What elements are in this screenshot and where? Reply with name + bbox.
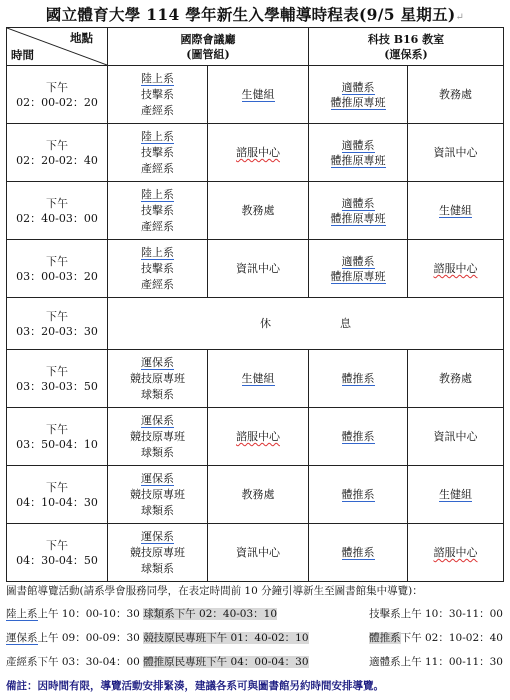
library-dept: 技擊系 <box>369 608 401 620</box>
dept-name: 競技原專班 <box>130 371 185 385</box>
dept-cell-2 <box>309 124 408 182</box>
venue1-name: 國際會議廳 <box>180 32 236 46</box>
dept-name: 陸上系 <box>141 71 174 85</box>
dept-name: 技擊系 <box>141 203 174 217</box>
unit-cell <box>208 66 309 124</box>
schedule-table <box>6 27 504 582</box>
time-cell <box>7 408 108 466</box>
unit-name: 資訊中心 <box>433 430 478 443</box>
library-intro: 圖書館導覽活動(請系學會服務同學，在表定時間前 10 分鐘引導新生至圖書館集中導覽)： <box>6 585 423 597</box>
dept-name: 體推系 <box>341 488 375 501</box>
dept-cell-2 <box>309 66 408 124</box>
dept-cell-2 <box>309 182 408 240</box>
time-range: 04：30-04：50 <box>16 553 98 567</box>
time-range: 03：50-04：10 <box>16 437 98 451</box>
time-range: 03：30-03：50 <box>16 379 98 393</box>
venue2-group: (運保系) <box>384 47 428 61</box>
library-time: 下午 03：30-04：00 <box>37 656 140 668</box>
unit-name: 生健組 <box>439 204 472 217</box>
time-range: 02：00-02：20 <box>16 95 98 109</box>
dept-name: 體推原專班 <box>330 269 386 283</box>
time-cell <box>7 66 108 124</box>
schedule-row <box>7 466 504 524</box>
dept-name: 運保系 <box>141 355 174 369</box>
unit-name: 諮服中心 <box>433 546 478 559</box>
unit-cell <box>208 240 309 298</box>
dept-cell-2 <box>309 350 408 408</box>
time-range: 04：10-04：30 <box>16 495 98 509</box>
time-range: 03：20-03：30 <box>16 324 98 338</box>
time-period: 下午 <box>46 138 68 152</box>
dept-name: 產經系 <box>141 161 174 175</box>
dept-name: 體推原專班 <box>330 153 386 167</box>
dept-name: 球類系 <box>141 561 174 575</box>
dept-name: 競技原專班 <box>130 487 185 501</box>
unit-name: 生健組 <box>241 88 275 101</box>
unit-name: 教務處 <box>241 204 275 217</box>
place-header-label: 地點 <box>70 31 93 45</box>
time-cell <box>7 524 108 582</box>
table-header-row <box>7 28 504 66</box>
library-line-1 <box>6 606 503 621</box>
unit-name: 教務處 <box>241 488 275 501</box>
dept-name: 運保系 <box>141 529 174 543</box>
library-dept: 球類系 <box>143 608 175 620</box>
library-dept: 運保系 <box>6 632 38 644</box>
schedule-row <box>7 298 504 350</box>
dept-name: 適體系 <box>341 80 375 94</box>
unit-cell <box>208 408 309 466</box>
dept-name: 競技原專班 <box>130 545 185 559</box>
unit-cell <box>408 408 504 466</box>
unit-cell <box>408 124 504 182</box>
unit-name: 資訊中心 <box>236 262 280 275</box>
dept-name: 體推原專班 <box>330 95 386 109</box>
dept-cell <box>108 350 208 408</box>
break-cell <box>108 298 504 350</box>
time-range: 02：20-02：40 <box>16 153 98 167</box>
time-period: 下午 <box>46 80 68 94</box>
dept-name: 體推系 <box>341 430 375 443</box>
unit-name: 教務處 <box>439 372 472 385</box>
library-note: 備註：因時間有限，導覽活動安排緊湊，建議各系可與圖書館另約時間安排導覽。 <box>6 680 384 692</box>
schedule-row <box>7 124 504 182</box>
dept-cell <box>108 182 208 240</box>
time-cell <box>7 298 108 350</box>
time-cell <box>7 466 108 524</box>
schedule-row <box>7 408 504 466</box>
time-period: 下午 <box>46 538 68 552</box>
schedule-row <box>7 350 504 408</box>
dept-name: 產經系 <box>141 103 174 117</box>
diagonal-header-cell <box>7 28 108 66</box>
library-time: 下午 01：40-02：10 <box>206 632 309 644</box>
dept-cell-2 <box>309 408 408 466</box>
library-dept: 體推系 <box>369 632 401 644</box>
dept-name: 陸上系 <box>141 129 174 143</box>
unit-cell <box>208 524 309 582</box>
schedule-row <box>7 182 504 240</box>
time-period: 下午 <box>46 364 68 378</box>
library-time: 下午 02：10-02：40 <box>400 632 503 644</box>
library-line-2 <box>6 630 503 645</box>
time-period: 下午 <box>46 196 68 210</box>
time-cell <box>7 124 108 182</box>
library-dept: 適體系 <box>369 656 401 668</box>
time-header-label: 時間 <box>11 48 34 62</box>
venue1-group: (圖管組) <box>186 47 230 61</box>
library-time: 上午 10：30-11：00 <box>400 608 503 620</box>
dept-name: 體推系 <box>341 546 375 559</box>
library-time: 上午 09：00-09：30 <box>37 632 140 644</box>
unit-cell <box>408 350 504 408</box>
time-range: 03：00-03：20 <box>16 269 98 283</box>
unit-cell <box>208 466 309 524</box>
time-period: 下午 <box>46 422 68 436</box>
library-line-3 <box>6 654 503 669</box>
dept-cell <box>108 408 208 466</box>
unit-name: 資訊中心 <box>236 546 280 559</box>
dept-name: 陸上系 <box>141 187 174 201</box>
schedule-row <box>7 240 504 298</box>
dept-name: 適體系 <box>341 138 375 152</box>
dept-cell <box>108 524 208 582</box>
venue1-header <box>108 28 309 66</box>
dept-name: 體推系 <box>341 372 375 385</box>
dept-cell-2 <box>309 466 408 524</box>
venue2-name: 科技 B16 教室 <box>367 32 445 46</box>
unit-cell <box>208 350 309 408</box>
page-title: 國立體育大學 114 學年新生入學輔導時程表(9/5 星期五)↵ <box>45 5 465 24</box>
unit-name: 教務處 <box>439 88 472 101</box>
library-dept: 產經系 <box>6 656 38 668</box>
time-period: 下午 <box>46 309 68 323</box>
schedule-row <box>7 66 504 124</box>
dept-name: 運保系 <box>141 413 174 427</box>
unit-name: 資訊中心 <box>433 146 478 159</box>
dept-name: 適體系 <box>341 196 375 210</box>
unit-name: 諮服中心 <box>236 146 280 159</box>
unit-cell <box>408 66 504 124</box>
dept-cell <box>108 66 208 124</box>
time-cell <box>7 182 108 240</box>
unit-name: 生健組 <box>439 488 472 501</box>
dept-name: 適體系 <box>341 254 375 268</box>
dept-cell-2 <box>309 524 408 582</box>
venue2-header <box>309 28 504 66</box>
unit-name: 諮服中心 <box>433 262 478 275</box>
dept-cell <box>108 240 208 298</box>
unit-name: 諮服中心 <box>236 430 280 443</box>
unit-cell <box>208 124 309 182</box>
library-time: 下午 02：40-03：10 <box>174 608 278 620</box>
unit-cell <box>408 240 504 298</box>
dept-cell-2 <box>309 240 408 298</box>
time-range: 02：40-03：00 <box>16 211 98 225</box>
dept-name: 技擊系 <box>141 87 174 101</box>
dept-name: 陸上系 <box>141 245 174 259</box>
dept-name: 競技原專班 <box>130 429 185 443</box>
unit-name: 生健組 <box>241 372 275 385</box>
library-dept: 陸上系 <box>6 608 38 620</box>
library-time: 下午 04：00-04：30 <box>206 656 309 668</box>
unit-cell <box>408 466 504 524</box>
dept-name: 產經系 <box>141 219 174 233</box>
library-dept: 體推原民專班 <box>143 656 207 668</box>
unit-cell <box>408 182 504 240</box>
dept-name: 技擊系 <box>141 145 174 159</box>
library-time: 上午 11：00-11：30 <box>400 656 503 668</box>
dept-name: 技擊系 <box>141 261 174 275</box>
time-cell <box>7 240 108 298</box>
dept-name: 產經系 <box>141 277 174 291</box>
library-time: 上午 10：00-10：30 <box>37 608 140 620</box>
unit-cell <box>208 182 309 240</box>
library-dept: 競技原民專班 <box>143 632 207 644</box>
dept-name: 球類系 <box>141 387 174 401</box>
time-period: 下午 <box>46 254 68 268</box>
dept-name: 運保系 <box>141 471 174 485</box>
dept-name: 球類系 <box>141 445 174 459</box>
dept-cell <box>108 124 208 182</box>
time-period: 下午 <box>46 480 68 494</box>
break-label: 息 <box>340 317 351 330</box>
break-label: 休 <box>260 317 271 330</box>
dept-name: 體推原專班 <box>330 211 386 225</box>
dept-cell <box>108 466 208 524</box>
time-cell <box>7 350 108 408</box>
schedule-row <box>7 524 504 582</box>
dept-name: 球類系 <box>141 503 174 517</box>
unit-cell <box>408 524 504 582</box>
